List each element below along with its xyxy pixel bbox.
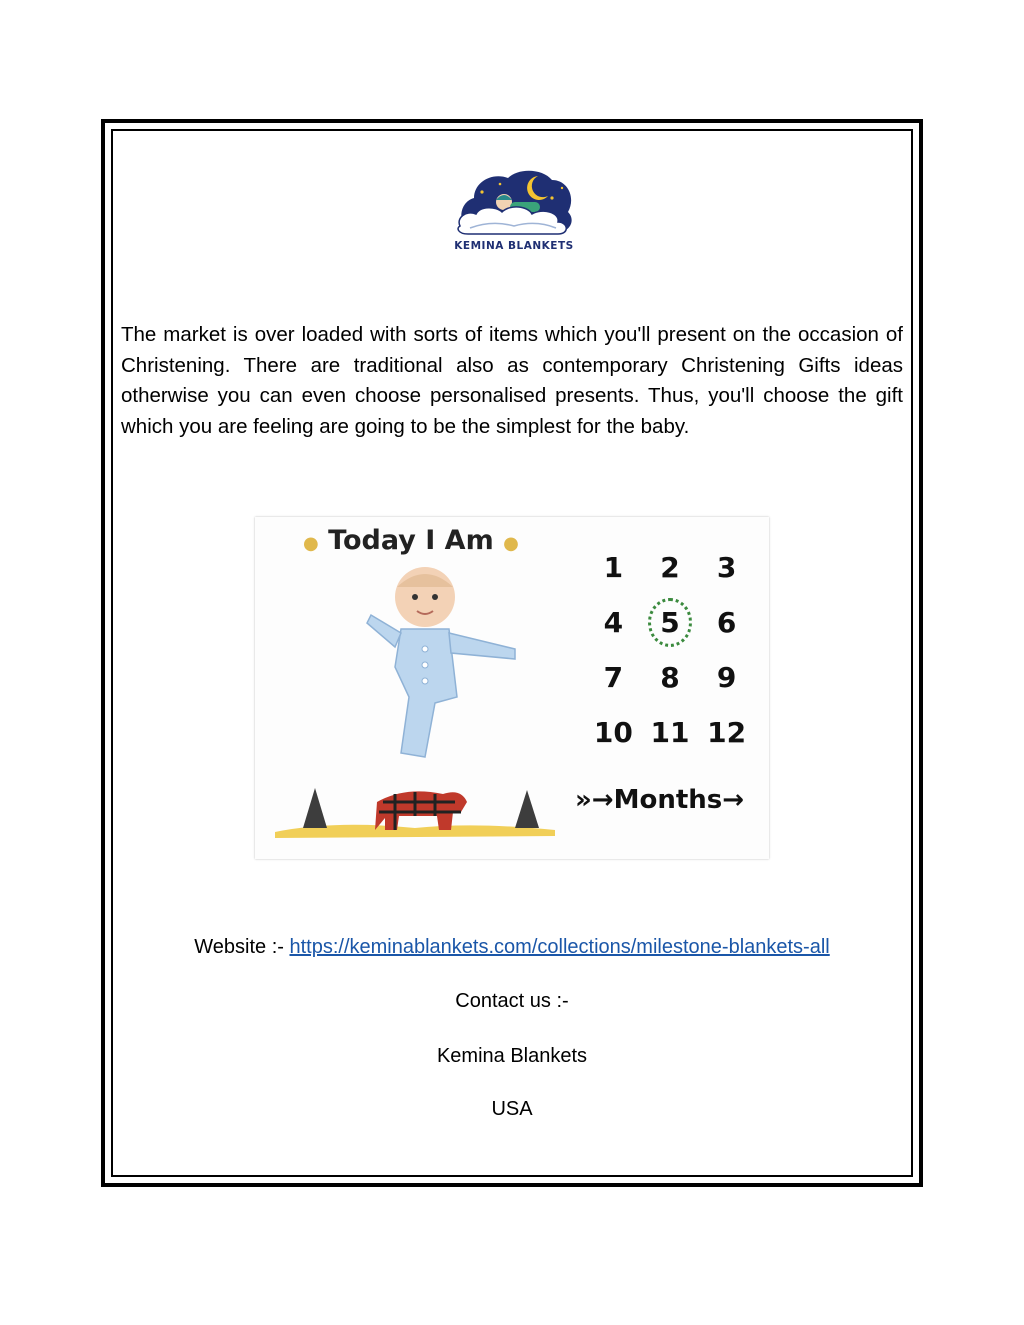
company-name: Kemina Blankets bbox=[436, 1045, 588, 1067]
month-number: 4 bbox=[603, 606, 624, 639]
logo-brand-text: KEMINA BLANKETS bbox=[454, 240, 574, 252]
month-number-grid bbox=[585, 551, 755, 749]
month-number: 2 bbox=[660, 551, 680, 584]
month-number: 8 bbox=[660, 661, 680, 694]
milestone-blanket-image bbox=[255, 517, 769, 859]
blanket-headline-text: Today I Am bbox=[328, 525, 494, 556]
footprint-icon: ● bbox=[503, 533, 519, 554]
contact-heading: Contact us :- bbox=[455, 990, 569, 1012]
month-number: 1 bbox=[603, 551, 624, 584]
forest-scene bbox=[275, 772, 565, 842]
month-number: 7 bbox=[603, 661, 624, 694]
blanket-headline bbox=[303, 525, 519, 556]
arrow-tail-icon: »→ bbox=[575, 785, 614, 815]
description-paragraph: The market is over loaded with sorts of items which you'll present on the occasion of Christening. There are traditional also as contemporary Christening Gifts ideas otherwise you can even choose personalised presents. Thus, you'll choose the gift which you are feeling are going to be the simplest for the baby. bbox=[121, 323, 903, 438]
months-label bbox=[575, 785, 744, 815]
footprint-icon: ● bbox=[303, 533, 319, 554]
kemina-blankets-logo bbox=[452, 168, 576, 260]
month-number: 11 bbox=[650, 716, 690, 749]
months-label-text: Months bbox=[613, 785, 723, 815]
month-number: 10 bbox=[593, 716, 633, 749]
month-number: 3 bbox=[716, 551, 737, 584]
website-link[interactable]: https://keminablankets.com/collections/milestone-blankets-all bbox=[289, 936, 830, 958]
month-number: 9 bbox=[716, 661, 737, 694]
company-country: USA bbox=[491, 1098, 533, 1120]
baby-figure bbox=[365, 557, 545, 767]
arrow-head-icon: → bbox=[722, 785, 745, 815]
website-line bbox=[0, 936, 1024, 959]
month-number: 12 bbox=[707, 716, 747, 749]
website-label: Website :- bbox=[194, 936, 290, 958]
month-number: 6 bbox=[716, 606, 737, 639]
month-number-highlighted: 5 bbox=[648, 598, 693, 647]
